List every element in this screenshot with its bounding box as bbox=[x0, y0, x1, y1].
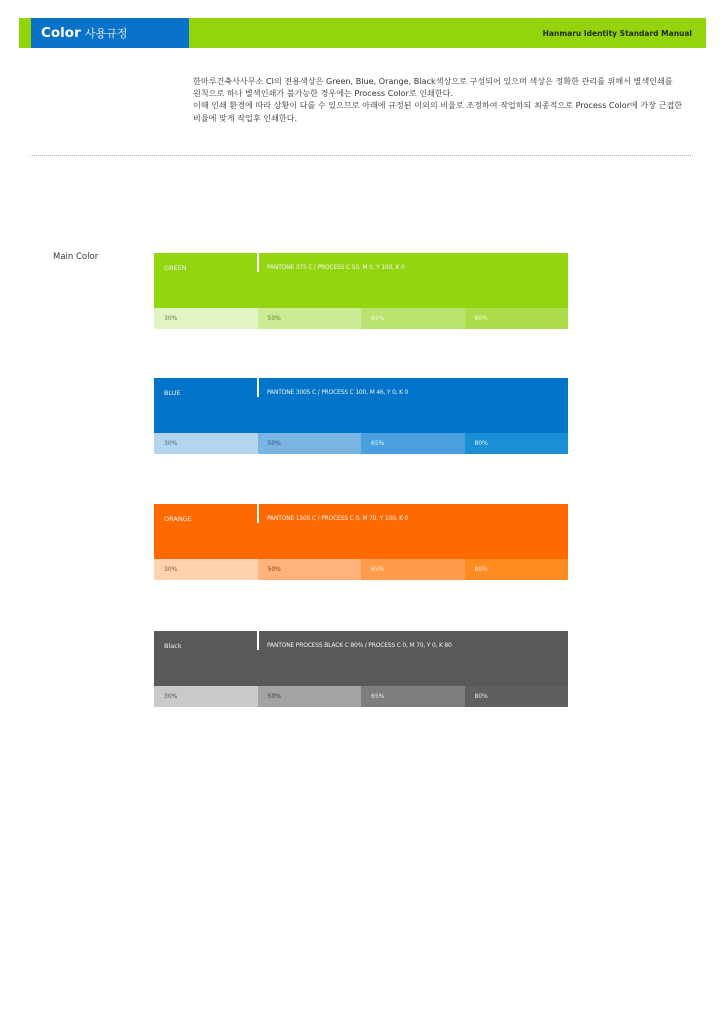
swatch-name: GREEN bbox=[164, 264, 187, 272]
tint-50 bbox=[258, 559, 362, 580]
tint-row bbox=[154, 559, 568, 580]
intro-text bbox=[193, 75, 703, 124]
swatch-separator bbox=[257, 253, 259, 272]
tint-label: 30% bbox=[164, 315, 178, 322]
title-bold: Color bbox=[41, 25, 81, 41]
tint-50 bbox=[258, 308, 362, 329]
tint-label: 50% bbox=[267, 440, 281, 447]
tint-30 bbox=[154, 686, 258, 707]
tint-label: 80% bbox=[474, 440, 488, 447]
tint-80 bbox=[465, 433, 569, 454]
section-label: Main Color bbox=[53, 252, 99, 262]
swatch-green bbox=[154, 253, 568, 329]
swatch-blue bbox=[154, 378, 568, 454]
tint-30 bbox=[154, 433, 258, 454]
tint-label: 50% bbox=[267, 315, 281, 322]
tint-label: 80% bbox=[474, 315, 488, 322]
swatch-orange bbox=[154, 504, 568, 580]
tint-80 bbox=[465, 686, 569, 707]
swatch-spec: PANTONE 1505 C / PROCESS C 0, M 70, Y 100, K 0 bbox=[267, 515, 409, 522]
swatch-name: ORANGE bbox=[164, 515, 192, 523]
tint-30 bbox=[154, 308, 258, 329]
tint-row bbox=[154, 686, 568, 707]
tint-label: 50% bbox=[267, 693, 281, 700]
swatch-separator bbox=[257, 378, 259, 397]
swatch-black bbox=[154, 631, 568, 707]
intro-line-3: 이때 인쇄 환경에 따라 상황이 다를 수 있으므로 아래에 규정된 이외의 비율로 조정하여 작업하되 최종적으로 Process Color에 가장 근접한 bbox=[193, 100, 683, 111]
section-divider bbox=[30, 155, 693, 156]
tint-label: 80% bbox=[474, 693, 488, 700]
tint-label: 65% bbox=[371, 566, 385, 573]
page-title bbox=[41, 18, 127, 48]
tint-30 bbox=[154, 559, 258, 580]
intro-line-2: 원칙으로 하나 별색인쇄가 불가능한 경우에는 Process Color로 인쇄한다. bbox=[193, 88, 454, 99]
swatch-separator bbox=[257, 631, 259, 650]
tint-65 bbox=[361, 559, 465, 580]
tint-label: 65% bbox=[371, 440, 385, 447]
header-accent-strip bbox=[19, 18, 31, 48]
swatch-main bbox=[154, 504, 568, 559]
tint-label: 30% bbox=[164, 440, 178, 447]
swatch-spec: PANTONE PROCESS BLACK C 80% / PROCESS C 0, M 70, Y 0, K 80 bbox=[267, 642, 452, 649]
tint-80 bbox=[465, 559, 569, 580]
header-title-block bbox=[19, 18, 189, 48]
tint-label: 65% bbox=[371, 315, 385, 322]
manual-title: Hanmaru Identity Standard Manual bbox=[542, 29, 692, 38]
tint-65 bbox=[361, 308, 465, 329]
swatch-name: BLUE bbox=[164, 389, 181, 397]
tint-label: 50% bbox=[267, 566, 281, 573]
tint-label: 65% bbox=[371, 693, 385, 700]
tint-row bbox=[154, 308, 568, 329]
intro-line-1: 한마루건축사사무소 CI의 전용색상은 Green, Blue, Orange, Black색상으로 구성되어 있으며 색상은 정확한 관리를 위해서 별색인쇄를 bbox=[193, 76, 673, 86]
tint-label: 80% bbox=[474, 566, 488, 573]
swatch-separator bbox=[257, 504, 259, 523]
tint-80 bbox=[465, 308, 569, 329]
tint-label: 30% bbox=[164, 693, 178, 700]
page-header bbox=[19, 18, 706, 48]
title-suffix: 사용규정 bbox=[84, 27, 128, 40]
swatch-main bbox=[154, 253, 568, 308]
swatch-name: Black bbox=[164, 642, 182, 650]
intro-line-4: 비율에 맞게 작업후 인쇄한다. bbox=[193, 112, 298, 123]
swatch-spec: PANTONE 3005 C / PROCESS C 100, M 46, Y 0, K 0 bbox=[267, 389, 409, 396]
tint-50 bbox=[258, 686, 362, 707]
swatch-spec: PANTONE 375 C / PROCESS C 50, M 0, Y 100, K 0 bbox=[267, 264, 405, 271]
tint-65 bbox=[361, 433, 465, 454]
swatch-main bbox=[154, 631, 568, 686]
tint-label: 30% bbox=[164, 566, 178, 573]
tint-50 bbox=[258, 433, 362, 454]
swatch-main bbox=[154, 378, 568, 433]
tint-65 bbox=[361, 686, 465, 707]
tint-row bbox=[154, 433, 568, 454]
